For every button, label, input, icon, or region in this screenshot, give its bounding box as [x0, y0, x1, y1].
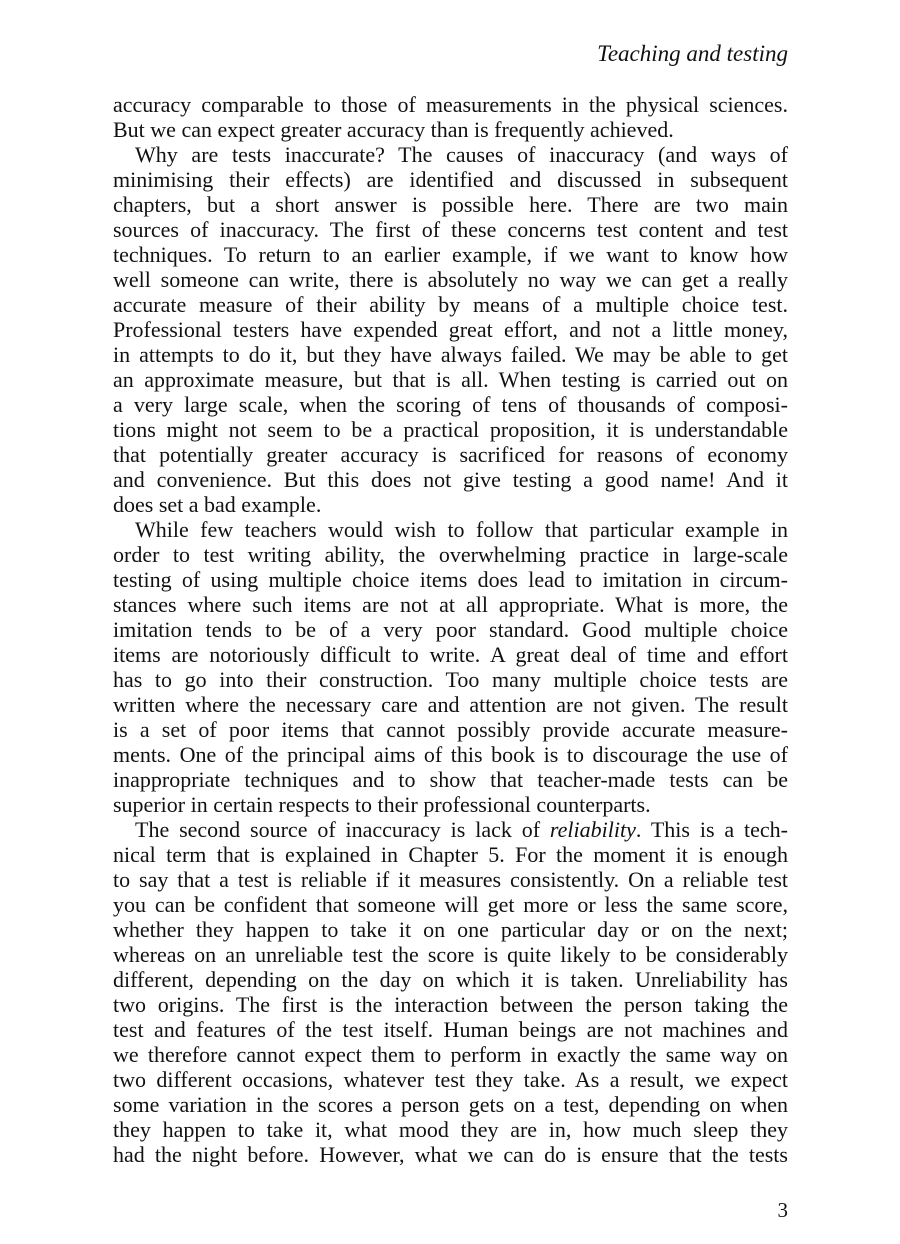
text-line: imitation tends to be of a very poor standard. Good multiple choice	[113, 617, 788, 642]
text-line: sources of inaccuracy. The first of these concerns test content and test	[113, 217, 788, 242]
text-line: tions might not seem to be a practical proposition, it is understandable	[113, 417, 788, 442]
text-line: Professional testers have expended great effort, and not a little money,	[113, 317, 788, 342]
body-text	[113, 92, 788, 1167]
running-head: Teaching and testing	[597, 41, 788, 66]
text-line: they happen to take it, what mood they are in, how much sleep they	[113, 1117, 788, 1142]
text-line: well someone can write, there is absolutely no way we can get a really	[113, 267, 788, 292]
text-line: had the night before. However, what we can do is ensure that the tests	[113, 1142, 788, 1167]
paragraph	[113, 517, 788, 817]
text-line: does set a bad example.	[113, 492, 322, 517]
text-line: testing of using multiple choice items does lead to imitation in circum-	[113, 567, 788, 592]
text-line: two origins. The first is the interaction between the person taking the	[113, 992, 788, 1017]
text-line: accurate measure of their ability by means of a multiple choice test.	[113, 292, 788, 317]
text-line: whether they happen to take it on one particular day or on the next;	[113, 917, 788, 942]
text-run: . This is a tech-	[635, 817, 788, 842]
text-line: and convenience. But this does not give testing a good name! And it	[113, 467, 788, 492]
text-line: stances where such items are not at all appropriate. What is more, the	[113, 592, 788, 617]
paragraph	[113, 817, 788, 1167]
text-line: different, depending on the day on which it is taken. Unreliability has	[113, 967, 788, 992]
text-line: to say that a test is reliable if it measures consistently. On a reliable test	[113, 867, 788, 892]
text-line: But we can expect greater accuracy than is frequently achieved.	[113, 117, 674, 142]
text-line: that potentially greater accuracy is sacrificed for reasons of economy	[113, 442, 788, 467]
text-line: test and features of the test itself. Human beings are not machines and	[113, 1017, 788, 1042]
text-line: inappropriate techniques and to show that teacher-made tests can be	[113, 767, 788, 792]
text-line: written where the necessary care and attention are not given. The result	[113, 692, 788, 717]
text-line: Why are tests inaccurate? The causes of inaccuracy (and ways of	[135, 142, 788, 167]
emphasized-term: reliability	[549, 817, 636, 842]
text-line: order to test writing ability, the overwhelming practice in large-scale	[113, 542, 788, 567]
text-line: in attempts to do it, but they have always failed. We may be able to get	[113, 342, 788, 367]
text-line	[113, 817, 788, 842]
text-line: you can be confident that someone will get more or less the same score,	[113, 892, 788, 917]
text-line: items are notoriously difficult to write. A great deal of time and effort	[113, 642, 788, 667]
paragraph	[113, 92, 788, 142]
text-line: techniques. To return to an earlier example, if we want to know how	[113, 242, 788, 267]
text-line: we therefore cannot expect them to perform in exactly the same way on	[113, 1042, 788, 1067]
text-line: two different occasions, whatever test they take. As a result, we expect	[113, 1067, 788, 1092]
page-number: 3	[777, 1198, 788, 1222]
text-line: whereas on an unreliable test the score is quite likely to be considerably	[113, 942, 788, 967]
text-line: nical term that is explained in Chapter 5. For the moment it is enough	[113, 842, 788, 867]
text-line: minimising their effects) are identified and discussed in subsequent	[113, 167, 788, 192]
text-line: an approximate measure, but that is all. When testing is carried out on	[113, 367, 788, 392]
text-run: The second source of inaccuracy is lack of	[135, 817, 550, 842]
text-line: some variation in the scores a person gets on a test, depending on when	[113, 1092, 788, 1117]
text-line: superior in certain respects to their professional counterparts.	[113, 792, 651, 817]
text-line: accuracy comparable to those of measurements in the physical sciences.	[113, 92, 788, 117]
text-line: a very large scale, when the scoring of tens of thousands of composi-	[113, 392, 788, 417]
text-line: While few teachers would wish to follow that particular example in	[135, 517, 788, 542]
text-line: has to go into their construction. Too many multiple choice tests are	[113, 667, 788, 692]
text-line: is a set of poor items that cannot possibly provide accurate measure-	[113, 717, 788, 742]
text-line: chapters, but a short answer is possible here. There are two main	[113, 192, 788, 217]
text-line: ments. One of the principal aims of this book is to discourage the use of	[113, 742, 788, 767]
paragraph	[113, 142, 788, 517]
